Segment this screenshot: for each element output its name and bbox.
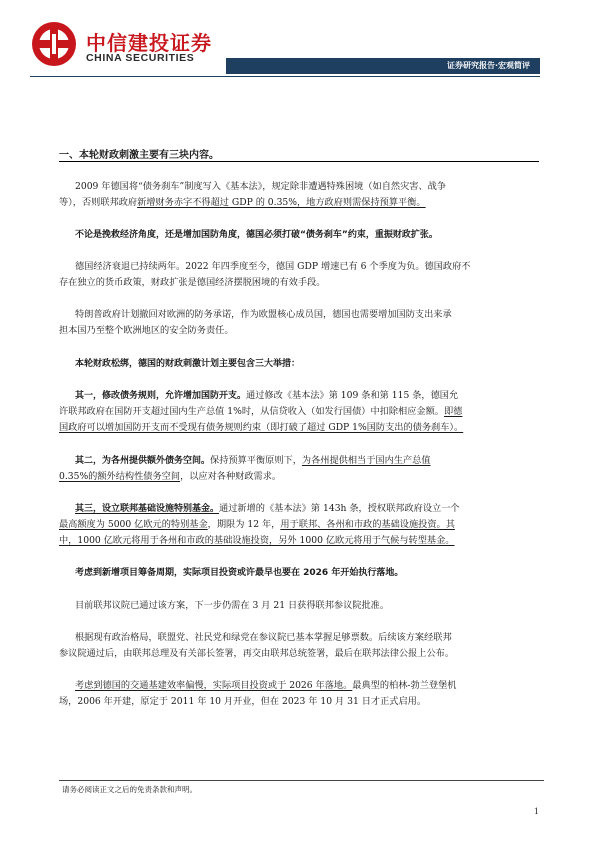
measure3-line1 (75, 503, 460, 515)
measure1-line1 (75, 390, 458, 402)
measure1-line2 (59, 406, 462, 418)
header-divider (30, 76, 540, 77)
bold-heading-2026: 考虑到新增项目筹备周期，实际项目投资或许最早也要在 2026 年开始执行落地。 (75, 568, 404, 578)
measure1-line2-a: 许联邦政府在国防开支超过国内生产总值 1%时，从信贷收入（如发行国债）中扣除相应金额。 (59, 406, 444, 417)
p6-line1 (75, 680, 456, 692)
measure1-line2-underlined: 即德 (444, 406, 463, 417)
measure3-line2 (59, 519, 455, 531)
measure2-line2 (59, 471, 281, 483)
measure1-line1-text: 通过修改《基本法》第 109 条和第 115 条，德国允 (246, 390, 459, 401)
p4-line1: 目前联邦议院已通过该方案，下一步仍需在 3 月 21 日获得联邦参议院批准。 (75, 600, 390, 611)
footer-divider (59, 780, 544, 781)
footer-disclaimer: 请务必阅读正文之后的免责条款和声明。 (62, 785, 197, 794)
p1-line2 (59, 197, 426, 209)
measure2-line2-b: ，以应对各种财政需求。 (180, 471, 282, 482)
measure2-line1-a: 保持预算平衡原则下， (210, 455, 302, 466)
measure3-lead: 其三，设立联邦基础设施特别基金。 (75, 504, 220, 514)
measure1-line3: 国政府可以增加国防开支而不受现有债务规则约束（即打破了超过 GDP 1%国防支出的债务刹车）。 (59, 422, 464, 433)
measure3-line3: 中，1000 亿欧元将用于各州和市政的基础设施投资，另外 1000 亿欧元将用于气候与转型基金。 (59, 535, 455, 546)
p6-line1-b: 最典型的柏林-勃兰登堡机 (352, 680, 457, 691)
report-type-bar (226, 58, 540, 74)
measure3-line2-a: 最高额度为 5000 亿欧元的特别基金 (59, 519, 208, 530)
bold-heading-debt-brake: 不论是挽救经济角度，还是增加国防角度，德国必须打破“债务刹车”约束，重振财政扩张。 (75, 230, 438, 240)
measure2-line1-underlined: 为各州提供相当于国内生产总值 (301, 455, 431, 466)
measure2-line2-underlined: 0.35%的额外结构性债务空间 (59, 471, 181, 482)
p3-line1: 特朗普政府计划撤回对欧洲的防务承诺，作为欧盟核心成员国，德国也需要增加国防支出来承 (75, 309, 452, 320)
measure2-lead: 其二，为各州提供额外债务空间。 (75, 456, 211, 466)
bold-heading-three-measures: 本轮财政松绑，德国的财政刺激计划主要包含三大举措： (75, 359, 301, 369)
measure3-line2-c: 用于联邦、各州和市政的基础设施投资。其 (280, 519, 455, 530)
p3-line2: 担本国乃至整个欧洲地区的安全防务责任。 (59, 325, 234, 336)
section-heading-text: 一、本轮财政刺激主要有三块内容。 (59, 150, 219, 161)
measure2-line1 (75, 455, 431, 467)
company-name-cn: 中信建投证券 (86, 31, 212, 55)
measure3-line2-b: ，期限为 12 年， (207, 519, 281, 530)
page-number: 1 (534, 806, 539, 816)
p5-line1: 根据现有政治格局，联盟党、社民党和绿党在参议院已基本掌握足够票数。后续该方案经联邦 (75, 632, 452, 643)
p6-line1-underlined: 考虑到德国的交通基建效率偏慢，实际项目投资或于 2026 年落地。 (75, 680, 353, 691)
p2-line2: 存在独立的货币政策，财政扩张是德国经济摆脱困境的有效手段。 (59, 277, 326, 288)
p1-line1: 2009 年德国将“债务刹车”制度写入《基本法》，规定除非遭遇特殊困境（如自然灾害、战争 (75, 181, 447, 192)
report-type-label: 证券研究报告·宏观简评 (446, 61, 530, 70)
p1-line2-a: 等），否则联邦政府 (59, 197, 138, 208)
p1-line2-underlined: 新增财务赤字不得超过 GDP 的 0.35%，地方政府则需保持预算平衡。 (137, 197, 426, 208)
measure3-line1-text: 通过新增的《基本法》第 143h 条，授权联邦政府设立一个 (219, 503, 460, 514)
company-logo-icon (30, 20, 78, 68)
p5-line2: 参议院通过后，由联邦总理及有关部长签署，再交由联邦总统签署，最后在联邦法律公报上公布。 (59, 648, 455, 659)
company-name-en: CHINA SECURITIES (86, 52, 195, 64)
p2-line1: 德国经济衰退已持续两年。2022 年四季度至今，德国 GDP 增速已有 6 个季度为负。德国政府不 (75, 261, 471, 272)
section-heading (59, 145, 539, 162)
p6-line2: 场，2006 年开建，原定于 2011 年 10 月开业，但在 2023 年 10 月 31 日才正式启用。 (59, 696, 427, 707)
measure1-lead: 其一，修改债务规则，允许增加国防开支。 (75, 391, 247, 401)
